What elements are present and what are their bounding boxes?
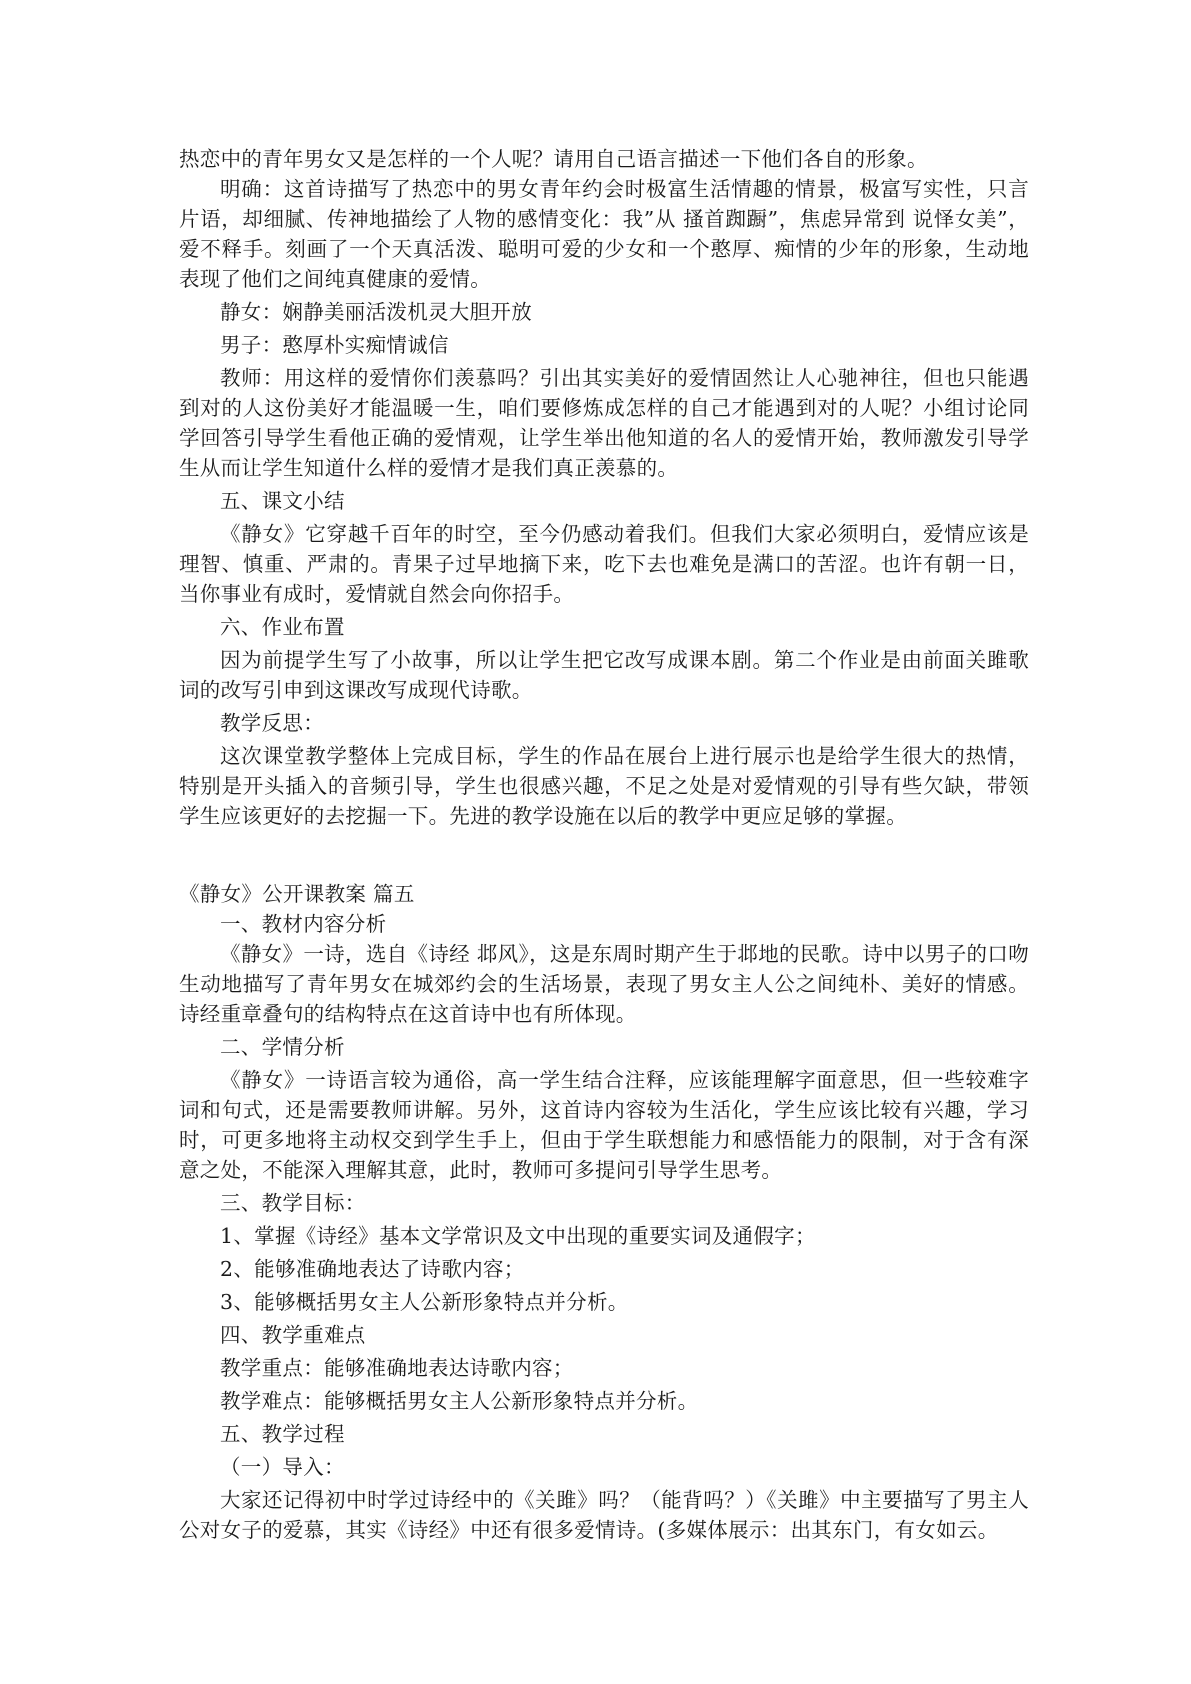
goal-item-3: 3、能够概括男女主人公新形象特点并分析。 [220, 1290, 629, 1314]
heading-teaching-process: 五、教学过程 [220, 1422, 345, 1446]
document-body [179, 144, 1029, 1545]
paragraph-material-analysis: 《静女》一诗，选自《诗经 邶风》，这是东周时期产生于邶地的民歌。诗中以男子的口吻生动地描写了青年男女在城郊约会的生活场景，表现了男女主人公之间纯朴、美好的情感。诗经重章叠句的结构特点在这首诗中也有所体现。 [179, 942, 1029, 1026]
paragraph-teacher: 教师：用这样的爱情你们羡慕吗？引出其实美好的爱情固然让人心驰神往，但也只能遇到对的人这份美好才能温暖一生，咱们要修炼成怎样的自己才能遇到对的人呢？小组讨论同学回答引导学生看他正确的爱情观，让学生举出他知道的名人的爱情开始，教师激发引导学生从而让学生知道什么样的爱情才是我们真正羡慕的。 [179, 366, 1029, 480]
heading-homework: 六、作业布置 [220, 615, 345, 639]
heading-introduction: （一）导入： [220, 1455, 345, 1479]
goal-item-2: 2、能够准确地表达了诗歌内容； [220, 1257, 525, 1281]
paragraph-student-analysis: 《静女》一诗语言较为通俗，高一学生结合注释，应该能理解字面意思，但一些较难字词和句式，还是需要教师讲解。另外，这首诗内容较为生活化，学生应该比较有兴趣，学习时，可更多地将主动权交到学生手上，但由于学生联想能力和感悟能力的限制，对于含有深意之处，不能深入理解其意，此时，教师可多提问引导学生思考。 [179, 1068, 1029, 1182]
heading-key-points: 四、教学重难点 [220, 1323, 366, 1347]
goal-item-1: 1、掌握《诗经》基本文学常识及文中出现的重要实词及通假字； [220, 1224, 816, 1248]
paragraph-homework: 因为前提学生写了小故事，所以让学生把它改写成课本剧。第二个作业是由前面关雎歌词的改写引申到这课改写成现代诗歌。 [179, 648, 1029, 702]
paragraph-mingque: 明确：这首诗描写了热恋中的男女青年约会时极富生活情趣的情景，极富写实性，只言片语，却细腻、传神地描绘了人物的感情变化：我”从 搔首踟蹰”，焦虑异常到 说怿女美”，爱不释手。刻画了一个天真活泼、聪明可爱的少女和一个憨厚、痴情的少年的形象，生动地表现了他们之间纯真健康的爱情。 [179, 177, 1029, 291]
heading-reflection: 教学反思： [220, 711, 324, 735]
paragraph-nanzi-traits: 男子：憨厚朴实痴情诚信 [220, 333, 449, 357]
paragraph-reflection: 这次课堂教学整体上完成目标，学生的作品在展台上进行展示也是给学生很大的热情，特别是开头插入的音频引导，学生也很感兴趣，不足之处是对爱情观的引导有些欠缺，带领学生应该更好的去挖掘一下。先进的教学设施在以后的教学中更应足够的掌握。 [179, 744, 1029, 828]
key-point-difficulty: 教学难点：能够概括男女主人公新形象特点并分析。 [220, 1389, 699, 1413]
heading-student-analysis: 二、学情分析 [220, 1035, 345, 1059]
key-point-focus: 教学重点：能够准确地表达诗歌内容； [220, 1356, 574, 1380]
heading-teaching-goals: 三、教学目标： [220, 1191, 366, 1215]
paragraph-introduction: 大家还记得初中时学过诗经中的《关雎》吗？（能背吗？）《关雎》中主要描写了男主人公对女子的爱慕，其实《诗经》中还有很多爱情诗。(多媒体展示：出其东门，有女如云。 [179, 1488, 1029, 1542]
section-title: 《静女》公开课教案 篇五 [179, 882, 415, 906]
paragraph-summary: 《静女》它穿越千百年的时空，至今仍感动着我们。但我们大家必须明白，爱情应该是理智、慎重、严肃的。青果子过早地摘下来，吃下去也难免是满口的苦涩。也许有朝一日，当你事业有成时，爱情就自然会向你招手。 [179, 522, 1029, 606]
heading-material-analysis: 一、教材内容分析 [220, 912, 387, 936]
heading-lesson-summary: 五、课文小结 [220, 489, 345, 513]
paragraph-continuation: 热恋中的青年男女又是怎样的一个人呢？请用自己语言描述一下他们各自的形象。 [179, 147, 928, 171]
paragraph-jingnv-traits: 静女：娴静美丽活泼机灵大胆开放 [220, 300, 532, 324]
